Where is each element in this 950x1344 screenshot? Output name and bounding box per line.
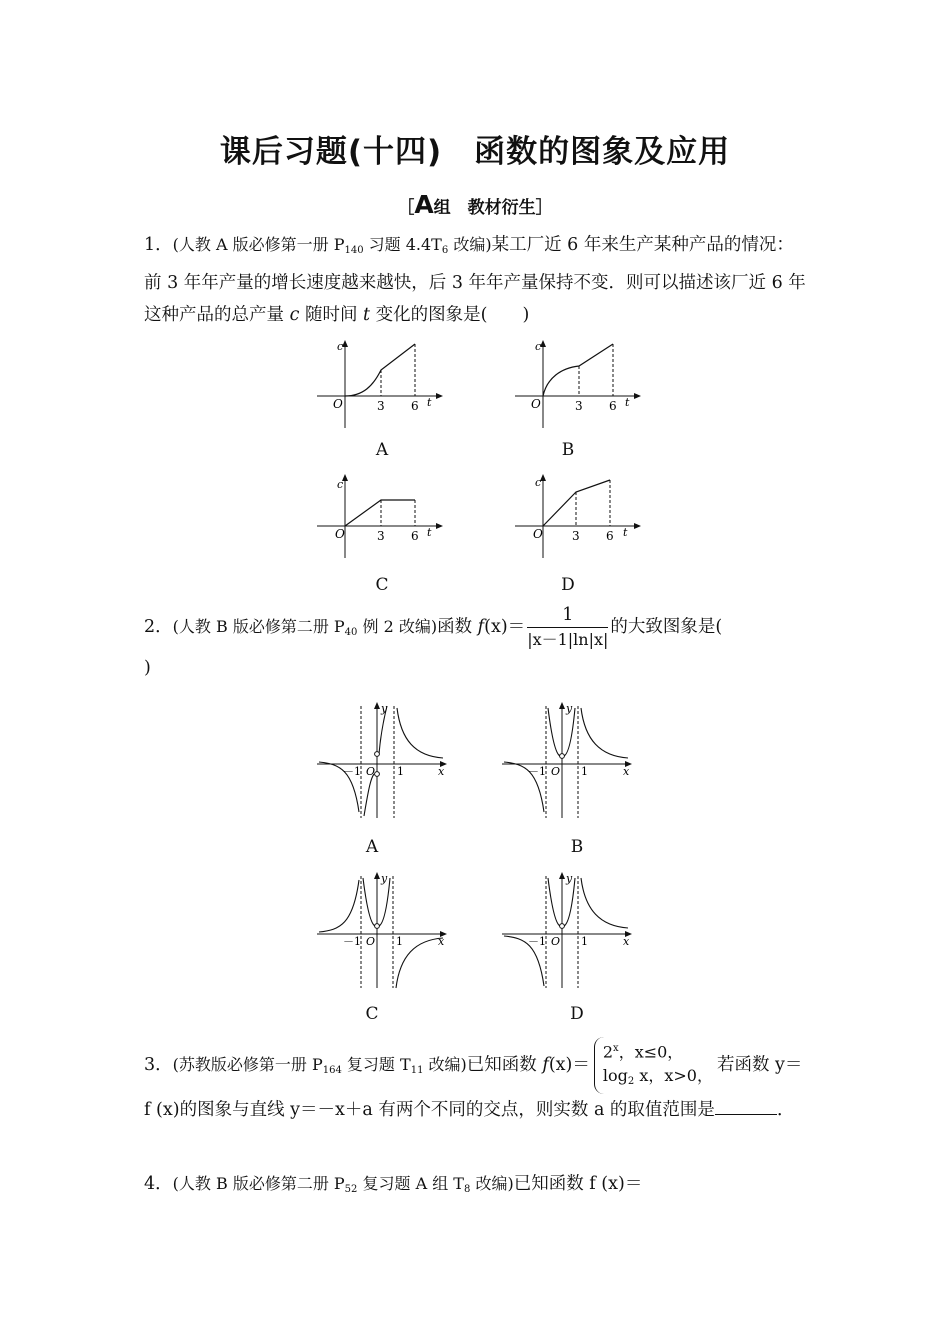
q3-number: 3．	[144, 1055, 173, 1076]
q2-number: 2．	[144, 617, 173, 637]
svg-text:x: x	[438, 935, 445, 948]
q2-option-c: C	[365, 1004, 379, 1024]
svg-text:1: 1	[581, 765, 588, 778]
q3-piecewise: 2$^x$，x≤0， $\log_2 x$，x>0，	[594, 1037, 713, 1094]
svg-text:O: O	[333, 397, 343, 411]
svg-text:O: O	[533, 527, 543, 541]
q2-graph-b	[500, 700, 635, 822]
svg-text:O: O	[531, 397, 541, 411]
svg-text:3: 3	[575, 399, 583, 413]
svg-text:x: x	[623, 935, 630, 948]
q2-fraction: $\frac{1}{|x-1|\ln|x|}$	[527, 605, 609, 649]
svg-text:t: t	[623, 526, 628, 539]
question-2: 2．(人教 B 版必修第二册 $P_{40}$ 例 2 改编)函数 f(x)＝ $\frac{1}{|x-1|\ln|x|}$ 的大致图象是( )	[144, 605, 723, 678]
q1-graph-b	[513, 338, 643, 430]
q2-graph-d	[500, 870, 635, 992]
svg-text:y: y	[566, 702, 573, 715]
svg-text:x: x	[438, 765, 445, 778]
svg-text:c: c	[535, 340, 542, 353]
q1-option-b: B	[561, 440, 575, 460]
q1-source: (人教 A 版必修第一册 $P_{140}$ 习题 $4.4T_6$ 改编)	[172, 235, 492, 256]
svg-text:6: 6	[411, 399, 419, 413]
question-3: 3．(苏教版必修第一册 $P_{164}$ 复习题 $T_{11}$ 改编)已知函数 $f(x)=2^x$，x≤0， $\log_2 x$，x>0，若函数 y＝f (x)的图象与直线 y＝－x＋a 有两个不同的交点，则实数 a 的取值范围是 ．	[144, 1037, 806, 1126]
svg-text:1: 1	[397, 765, 404, 778]
svg-text:－1: －1	[343, 935, 361, 948]
q3-source: (苏教版必修第一册 $P_{164}$ 复习题 $T_{11}$ 改编)	[172, 1055, 467, 1077]
q1-graph-c	[315, 472, 445, 564]
axis-c-label: c	[337, 340, 344, 353]
svg-text:3: 3	[377, 529, 385, 543]
svg-text:O: O	[366, 935, 376, 948]
q4-source: (人教 B 版必修第二册 $P_{52}$ 复习题 A 组 $T_8$ 改编)	[172, 1174, 514, 1195]
svg-text:1: 1	[396, 935, 403, 948]
q1-graph-d	[513, 472, 643, 564]
svg-text:y: y	[381, 872, 388, 885]
svg-text:－1: －1	[528, 765, 546, 778]
q2-option-d: D	[570, 1004, 584, 1024]
q2-option-b: B	[570, 837, 584, 857]
q2-graph-c	[315, 870, 450, 992]
svg-text:6: 6	[411, 529, 419, 543]
q2-source: (人教 B 版必修第二册 $P_{40}$ 例 2 改编)	[172, 617, 438, 638]
question-4: 4．(人教 B 版必修第二册 $P_{52}$ 复习题 A 组 $T_8$ 改编)已知函数 f (x)＝	[144, 1174, 643, 1195]
q1-text: 某工厂近 6 年来生产某种产品的情况：前 3 年年产量的增长速度越来越快，后 3 年年产量保持不变．则可以描述该厂近 6 年这种产品的总产量	[144, 235, 806, 325]
svg-text:t: t	[625, 396, 630, 409]
bracket-left: ［	[397, 198, 415, 218]
section-group-label	[0, 190, 950, 219]
q4-number: 4．	[144, 1174, 173, 1194]
svg-text:O: O	[335, 527, 345, 541]
svg-text:6: 6	[609, 399, 617, 413]
group-label: 组 教材衍生	[433, 198, 536, 218]
q1-option-a: A	[375, 440, 389, 460]
group-letter: A	[414, 190, 434, 219]
page-title: 课后习题(十四) 函数的图象及应用	[219, 134, 731, 170]
svg-text:O: O	[551, 765, 561, 778]
svg-text:O: O	[551, 935, 561, 948]
svg-text:y: y	[566, 872, 573, 885]
svg-text:3: 3	[572, 529, 580, 543]
q3-answer-blank[interactable]	[715, 1096, 777, 1115]
svg-text:3: 3	[377, 399, 385, 413]
svg-text:y: y	[381, 702, 388, 715]
svg-text:6: 6	[606, 529, 614, 543]
bracket-right: ］	[535, 198, 553, 218]
svg-text:t: t	[427, 396, 432, 409]
svg-text:O: O	[366, 765, 376, 778]
svg-text:c: c	[337, 478, 344, 491]
svg-text:－1: －1	[343, 765, 361, 778]
q1-graph-a	[315, 338, 445, 430]
svg-text:x: x	[623, 765, 630, 778]
question-1: 1．(人教 A 版必修第一册 $P_{140}$ 习题 $4.4T_6$ 改编)某工厂近 6 年来生产某种产品的情况：前 3 年年产量的增长速度越来越快，后 3 年年产量保持不变．则可以描述该厂近 6 年这种产品的总产量 c 随时间 t 变化的图象是( )	[144, 235, 806, 325]
q1-option-d: D	[561, 575, 575, 595]
svg-text:c: c	[535, 476, 542, 489]
q2-graph-a	[315, 700, 450, 822]
q2-option-a: A	[365, 837, 379, 857]
q1-option-c: C	[375, 575, 389, 595]
svg-text:t: t	[427, 526, 432, 539]
svg-text:－1: －1	[528, 935, 546, 948]
svg-text:1: 1	[581, 935, 588, 948]
q1-number: 1．	[144, 235, 173, 255]
